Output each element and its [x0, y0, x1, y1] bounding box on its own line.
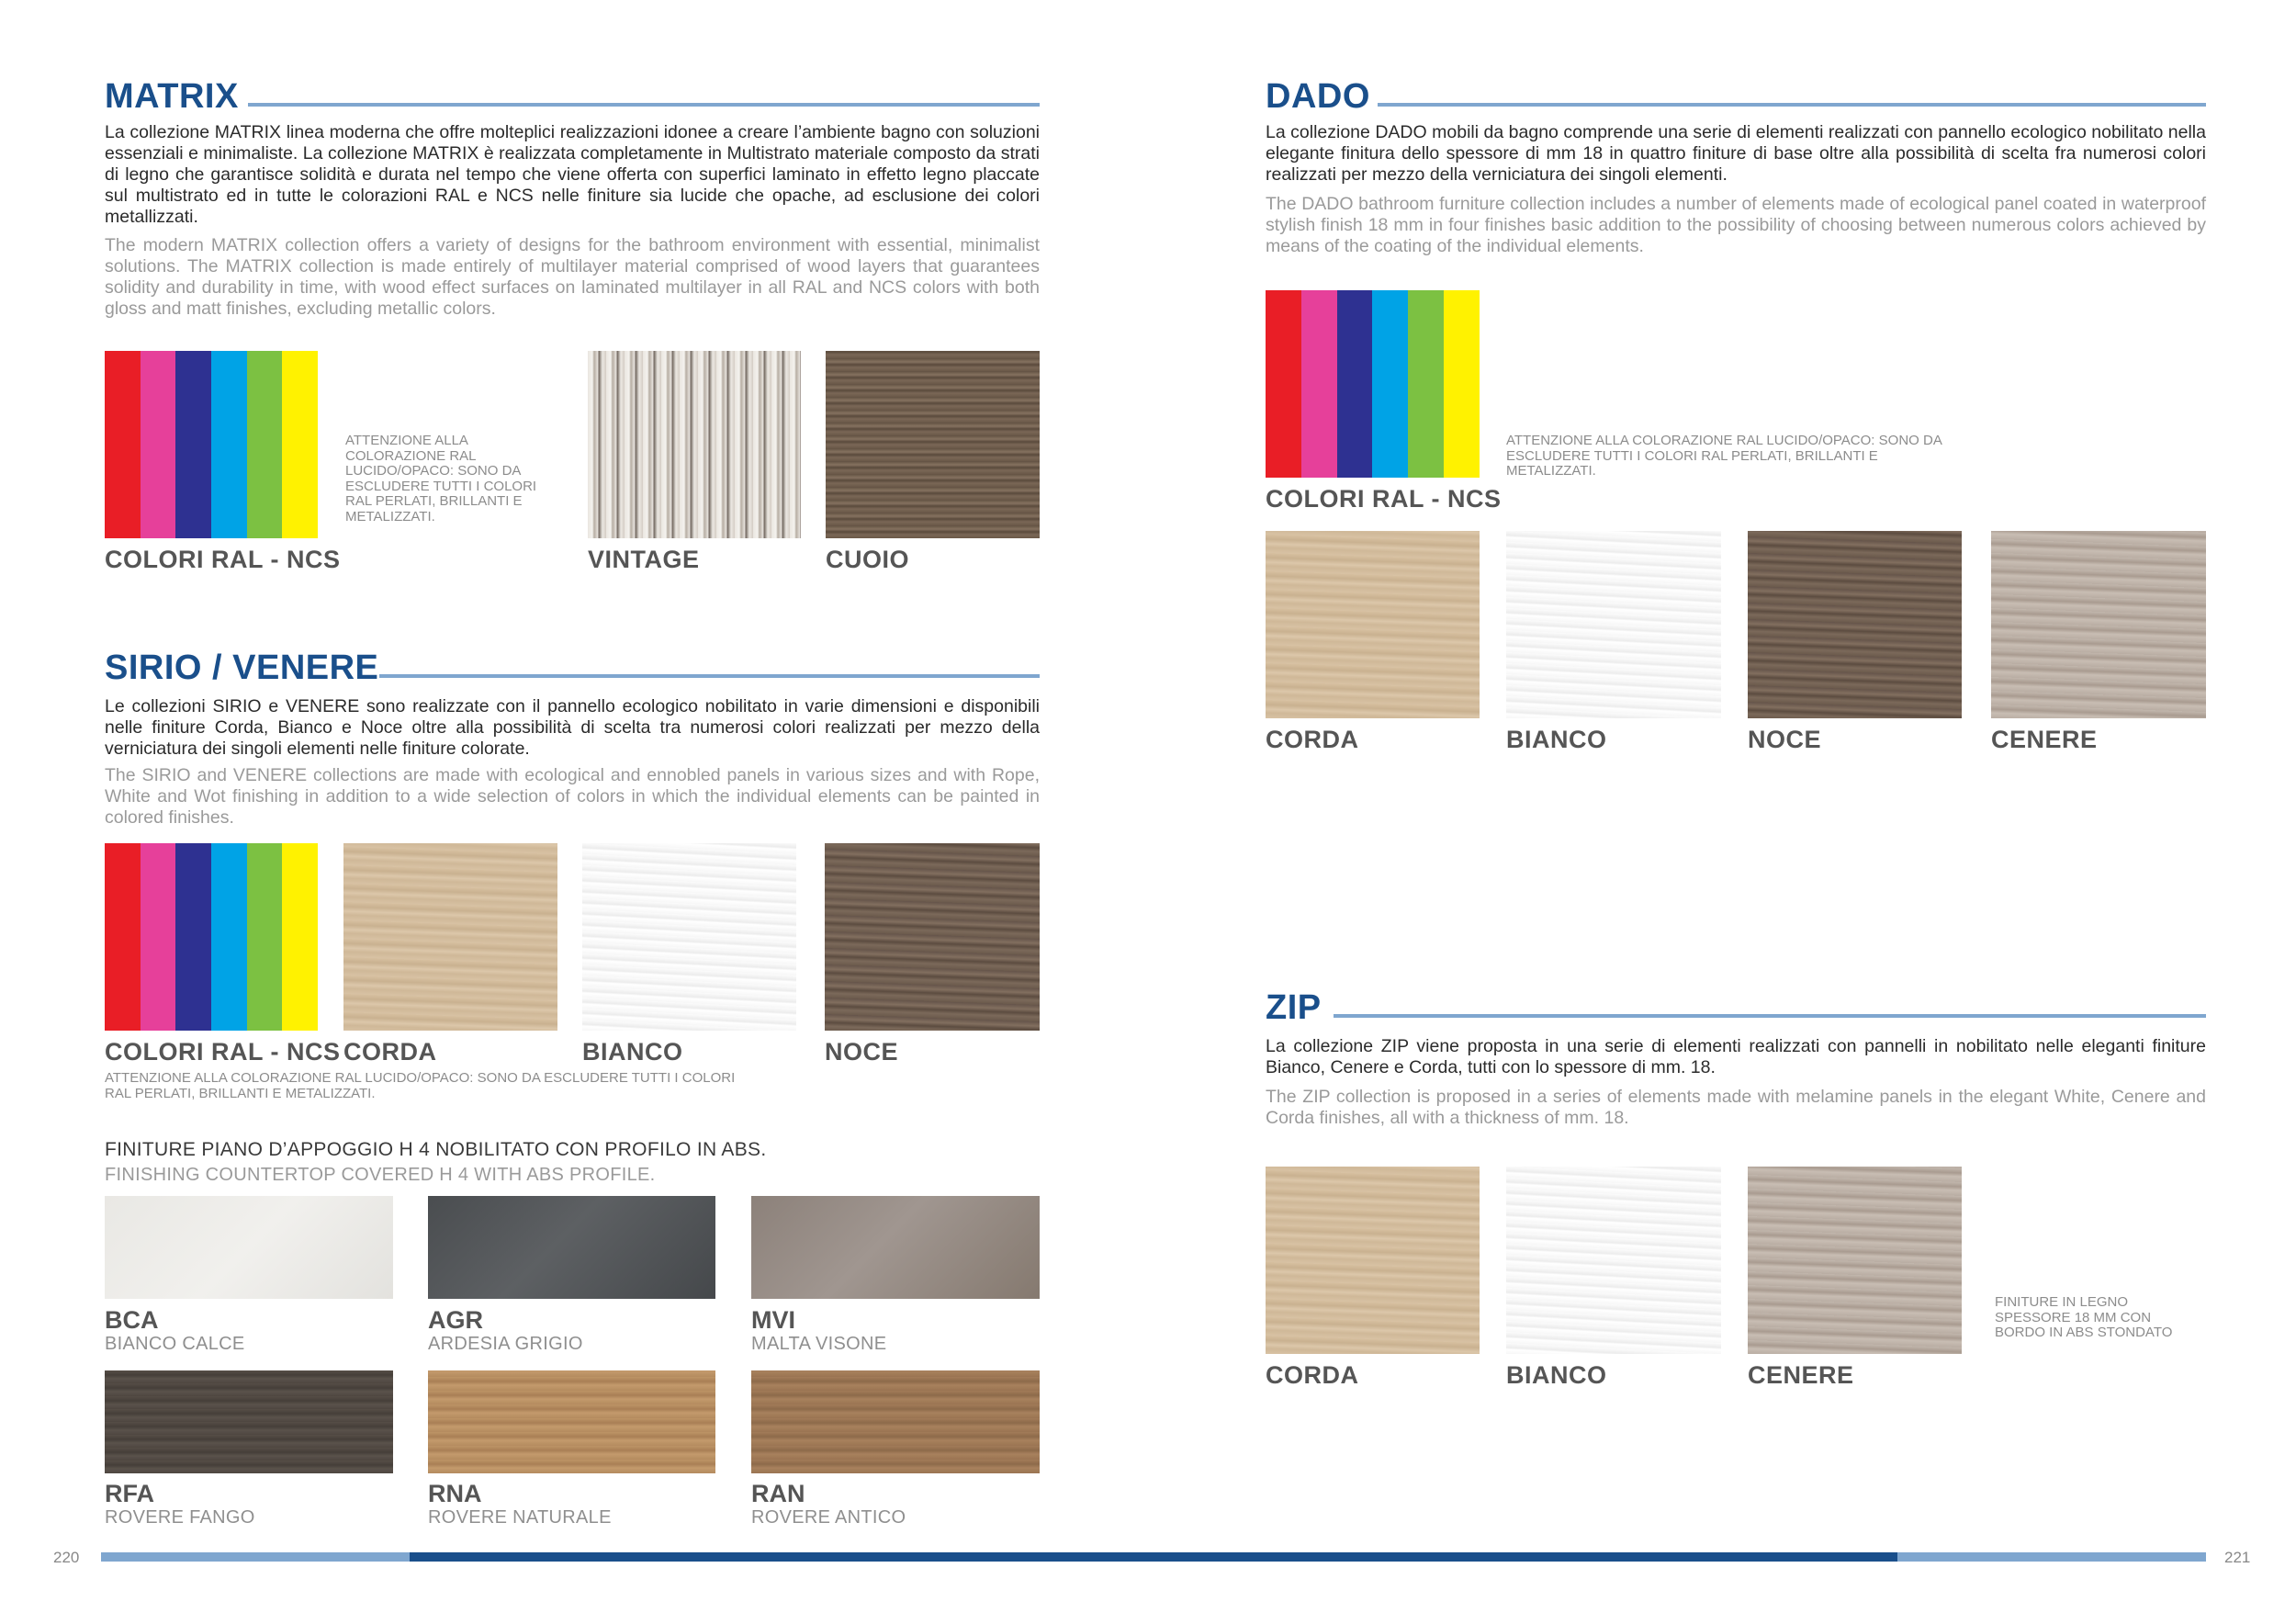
- finish-name-rfa: ROVERE FANGO: [105, 1507, 255, 1528]
- matrix-text-it: La collezione MATRIX linea moderna che offre molteplici realizzazioni idonee a creare l’ambiente bagno con soluzioni essenziali e minimaliste. La collezione MATRIX è realizzata completamente in Multistrato materiale composto da strati di legno che garantisce solidità e durata nel tempo che viene offerta con superfici laminato in effetto legno placcate sul multistrato ed in tutte le colorazioni RAL e NCS nelle finiture sia lucide che opache, ad esclusione dei colori metallizzati.: [105, 122, 1040, 227]
- finish-heading-en: FINISHING COUNTERTOP COVERED H 4 WITH ABS PROFILE.: [105, 1165, 656, 1185]
- finish-code-mvi: MVI: [751, 1306, 796, 1334]
- finish-swatch-ran: [751, 1370, 1040, 1473]
- sirio-swatch-ral-ncs: [105, 843, 318, 1031]
- finish-code-agr: AGR: [428, 1306, 483, 1334]
- sirio-label-noce: NOCE: [825, 1038, 899, 1066]
- finish-code-rna: RNA: [428, 1480, 482, 1507]
- sirio-label-corda: CORDA: [343, 1038, 437, 1066]
- page-number-right: 221: [2224, 1549, 2251, 1566]
- zip-text-en: The ZIP collection is proposed in a series of elements made with melamine panels in the elegant White, Cenere and Corda finishes, all with a thickness of mm. 18.: [1266, 1087, 2206, 1128]
- sirio-text-it: Le collezioni SIRIO e VENERE sono realizzate con il pannello ecologico nobilitato in varie dimensioni e disponibili nelle finiture Corda, Bianco e Noce oltre alla possibilità di scelta tra numerosi colori realizzati per mezzo della verniciatura dei singoli elementi nelle finiture colorate.: [105, 696, 1040, 759]
- matrix-label-cuoio: CUOIO: [826, 546, 910, 573]
- sirio-swatch-noce: [825, 843, 1040, 1031]
- sirio-note: ATTENZIONE ALLA COLORAZIONE RAL LUCIDO/OPACO: SONO DA ESCLUDERE TUTTI I COLORI RAL PERLATI, BRILLANTI E METALIZZATI.: [105, 1070, 736, 1101]
- sirio-swatch-bianco: [582, 843, 796, 1031]
- dado-swatch-corda: [1266, 531, 1480, 718]
- dado-label-ral-ncs: COLORI RAL - NCS: [1266, 485, 1502, 513]
- sirio-swatch-corda: [343, 843, 557, 1031]
- dado-text-en: The DADO bathroom furniture collection includes a number of elements made of ecological panel coated in waterproof stylish finish 18 mm in four finishes basic addition to the possibility of choosing between numerous colors achieved by means of the coating of the individual elements.: [1266, 194, 2206, 256]
- finish-heading-it: FINITURE PIANO D’APPOGGIO H 4 NOBILITATO CON PROFILO IN ABS.: [105, 1139, 767, 1160]
- zip-text-it: La collezione ZIP viene proposta in una serie di elementi realizzati con pannelli in nobilitato nelle eleganti finiture Bianco, Cenere e Corda, tutti con lo spessore di mm. 18.: [1266, 1036, 2206, 1077]
- dado-label-corda: CORDA: [1266, 726, 1359, 753]
- dado-text-it: La collezione DADO mobili da bagno comprende una serie di elementi realizzati con pannello ecologico nobilitato nella elegante finitura dello spessore di mm 18 in quattro finiture di base oltre alla possibilità di scelta fra numerosi colori realizzati per mezzo della verniciatura dei singoli elementi.: [1266, 122, 2206, 185]
- zip-swatch-bianco: [1506, 1167, 1721, 1354]
- zip-label-bianco: BIANCO: [1506, 1361, 1607, 1389]
- dado-label-bianco: BIANCO: [1506, 726, 1607, 753]
- footer-bar-accent: [410, 1552, 1897, 1562]
- finish-swatch-bca: [105, 1196, 393, 1299]
- finish-code-bca: BCA: [105, 1306, 159, 1334]
- finish-name-mvi: MALTA VISONE: [751, 1334, 887, 1354]
- dado-note: ATTENZIONE ALLA COLORAZIONE RAL LUCIDO/OPACO: SONO DA ESCLUDERE TUTTI I COLORI RAL PERLATI, BRILLANTI E METALIZZATI.: [1506, 433, 1941, 479]
- finish-name-ran: ROVERE ANTICO: [751, 1507, 906, 1528]
- matrix-swatch-ral-ncs: [105, 351, 318, 538]
- dado-swatch-ral-ncs: [1266, 290, 1480, 478]
- matrix-label-ral-ncs: COLORI RAL - NCS: [105, 546, 341, 573]
- dado-swatch-cenere: [1991, 531, 2206, 718]
- zip-label-corda: CORDA: [1266, 1361, 1359, 1389]
- sirio-label-ral-ncs: COLORI RAL - NCS: [105, 1038, 341, 1066]
- matrix-title-rule: [248, 103, 1040, 107]
- zip-label-cenere: CENERE: [1748, 1361, 1854, 1389]
- sirio-text-en: The SIRIO and VENERE collections are made with ecological and ennobled panels in various sizes and with Rope, White and Wot finishing in addition to a wide selection of colors in which the individual elements can be painted in colored finishes.: [105, 765, 1040, 828]
- zip-title: ZIP: [1266, 988, 1322, 1027]
- matrix-title: MATRIX: [105, 77, 239, 116]
- finish-swatch-rfa: [105, 1370, 393, 1473]
- finish-swatch-agr: [428, 1196, 715, 1299]
- matrix-swatch-vintage: [588, 351, 801, 538]
- footer-bar: [101, 1552, 2206, 1562]
- dado-swatch-bianco: [1506, 531, 1721, 718]
- finish-swatch-mvi: [751, 1196, 1040, 1299]
- finish-swatch-rna: [428, 1370, 715, 1473]
- finish-name-rna: ROVERE NATURALE: [428, 1507, 612, 1528]
- finish-name-bca: BIANCO CALCE: [105, 1334, 245, 1354]
- matrix-note: ATTENZIONE ALLA COLORAZIONE RAL LUCIDO/OPACO: SONO DA ESCLUDERE TUTTI I COLORI RAL PERLATI, BRILLANTI E METALIZZATI.: [345, 433, 537, 524]
- matrix-swatch-cuoio: [826, 351, 1040, 538]
- matrix-text-en: The modern MATRIX collection offers a variety of designs for the bathroom environment with essential, minimalist solutions. The MATRIX collection is made entirely of multilayer material comprised of wood layers that guarantees solidity and durability in time, with wood effect surfaces on laminated multilayer in all RAL and NCS colors with both gloss and matt finishes, excluding metallic colors.: [105, 235, 1040, 319]
- finish-code-ran: RAN: [751, 1480, 805, 1507]
- matrix-label-vintage: VINTAGE: [588, 546, 700, 573]
- zip-swatch-cenere: [1748, 1167, 1962, 1354]
- sirio-title: SIRIO / VENERE: [105, 648, 379, 687]
- zip-note: FINITURE IN LEGNO SPESSORE 18 MM CON BORDO IN ABS STONDATO: [1995, 1294, 2173, 1340]
- dado-title-rule: [1378, 103, 2206, 107]
- page-number-left: 220: [53, 1549, 80, 1566]
- finish-name-agr: ARDESIA GRIGIO: [428, 1334, 583, 1354]
- dado-label-cenere: CENERE: [1991, 726, 2098, 753]
- dado-title: DADO: [1266, 77, 1370, 116]
- finish-code-rfa: RFA: [105, 1480, 154, 1507]
- dado-swatch-noce: [1748, 531, 1962, 718]
- sirio-label-bianco: BIANCO: [582, 1038, 683, 1066]
- zip-swatch-corda: [1266, 1167, 1480, 1354]
- dado-label-noce: NOCE: [1748, 726, 1822, 753]
- sirio-title-rule: [379, 674, 1040, 678]
- zip-title-rule: [1334, 1014, 2206, 1018]
